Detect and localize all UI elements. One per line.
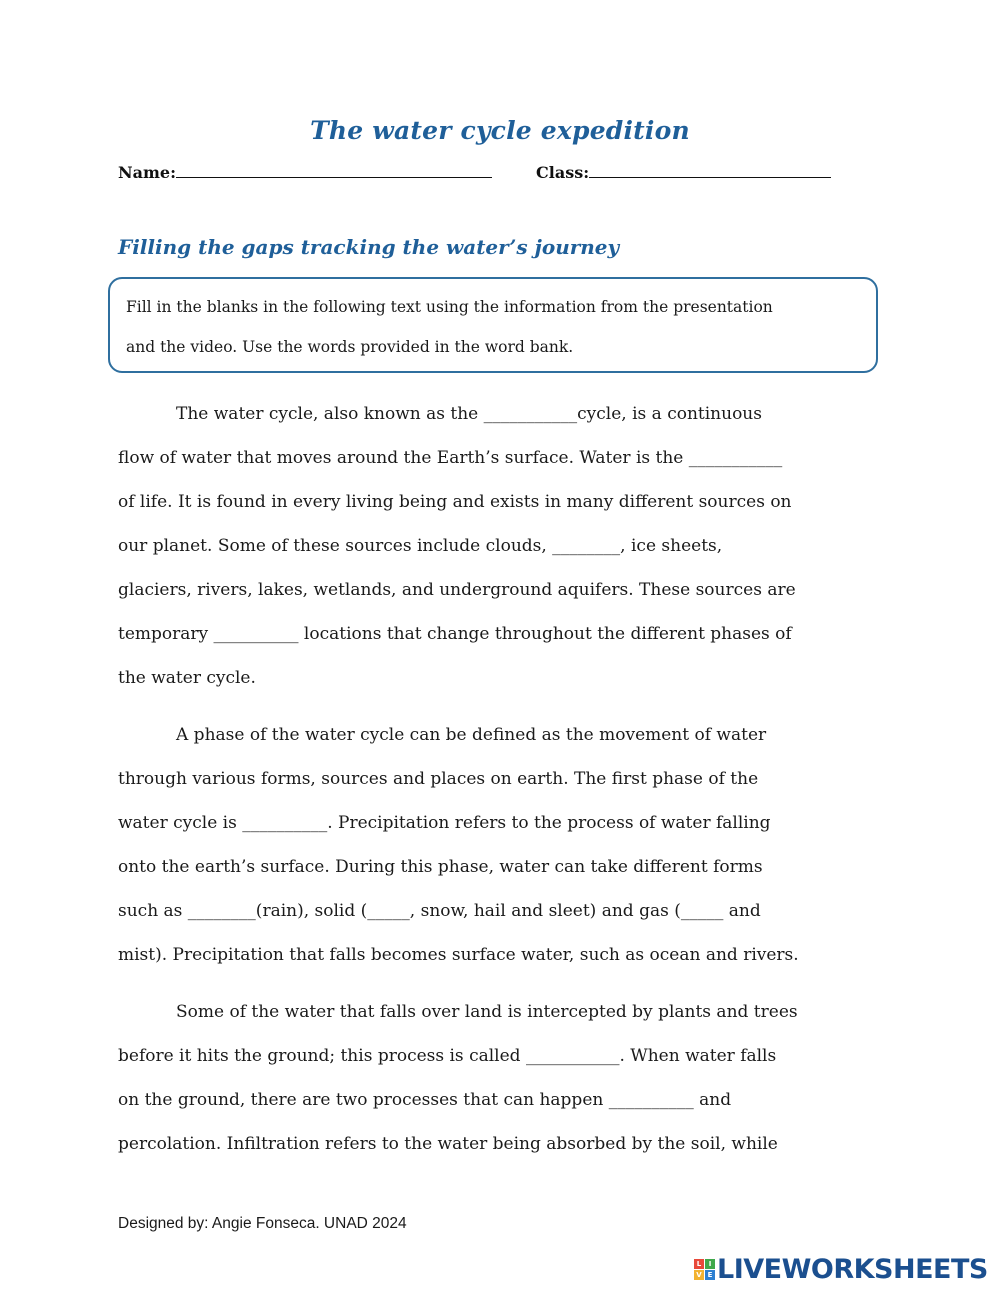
fill-in-text [118,392,888,1179]
logo-mark-letter: L [694,1259,704,1269]
text-line: water cycle is __________. Precipitation refers to the process of water falling [118,813,771,833]
text-line: through various forms, sources and places on earth. The first phase of the [118,769,759,789]
logo-text: LIVEWORKSHEETS [717,1253,988,1285]
text-line: glaciers, rivers, lakes, wetlands, and underground aquifers. These sources are [118,580,796,600]
text-line: temporary __________ locations that change throughout the different phases of [118,624,792,644]
liveworksheets-logo[interactable] [694,1253,988,1285]
logo-mark-letter: V [694,1270,704,1280]
name-label: Name: [118,163,177,182]
class-blank-line[interactable] [589,163,831,178]
paragraph-2 [118,713,888,977]
logo-mark-letter: I [705,1259,715,1269]
name-blank-line[interactable] [176,163,492,178]
worksheet-title: The water cycle expedition [310,116,690,145]
text-line: A phase of the water cycle can be defined as the movement of water [176,725,767,745]
instructions-box [108,277,878,373]
instructions-line-1: Fill in the blanks in the following text using the information from the presentation [126,298,773,316]
class-label: Class: [536,163,590,182]
text-line: such as ________(rain), solid (_____, snow, hail and sleet) and gas (_____ and [118,901,761,921]
text-line: our planet. Some of these sources include clouds, ________, ice sheets, [118,536,723,556]
instructions-line-2: and the video. Use the words provided in the word bank. [126,338,574,356]
text-line: The water cycle, also known as the ___________cycle, is a continuous [176,404,762,424]
designer-credit: Designed by: Angie Fonseca. UNAD 2024 [118,1215,407,1232]
text-line: Some of the water that falls over land is intercepted by plants and trees [176,1002,798,1022]
text-line: mist). Precipitation that falls becomes surface water, such as ocean and rivers. [118,945,799,965]
text-line: the water cycle. [118,668,256,688]
text-line: flow of water that moves around the Earth’s surface. Water is the ___________ [118,448,783,468]
section-title: Filling the gaps tracking the water’s journey [118,235,620,259]
logo-mark-letter: E [705,1270,715,1280]
text-line: percolation. Infiltration refers to the water being absorbed by the soil, while [118,1134,778,1154]
paragraph-3 [118,990,888,1166]
liveworksheets-logo-icon [694,1259,715,1280]
paragraph-1 [118,392,888,700]
text-line: on the ground, there are two processes that can happen __________ and [118,1090,732,1110]
name-class-row [118,163,831,182]
text-line: before it hits the ground; this process is called ___________. When water falls [118,1046,777,1066]
text-line: of life. It is found in every living being and exists in many different sources on [118,492,792,512]
text-line: onto the earth’s surface. During this phase, water can take different forms [118,857,763,877]
